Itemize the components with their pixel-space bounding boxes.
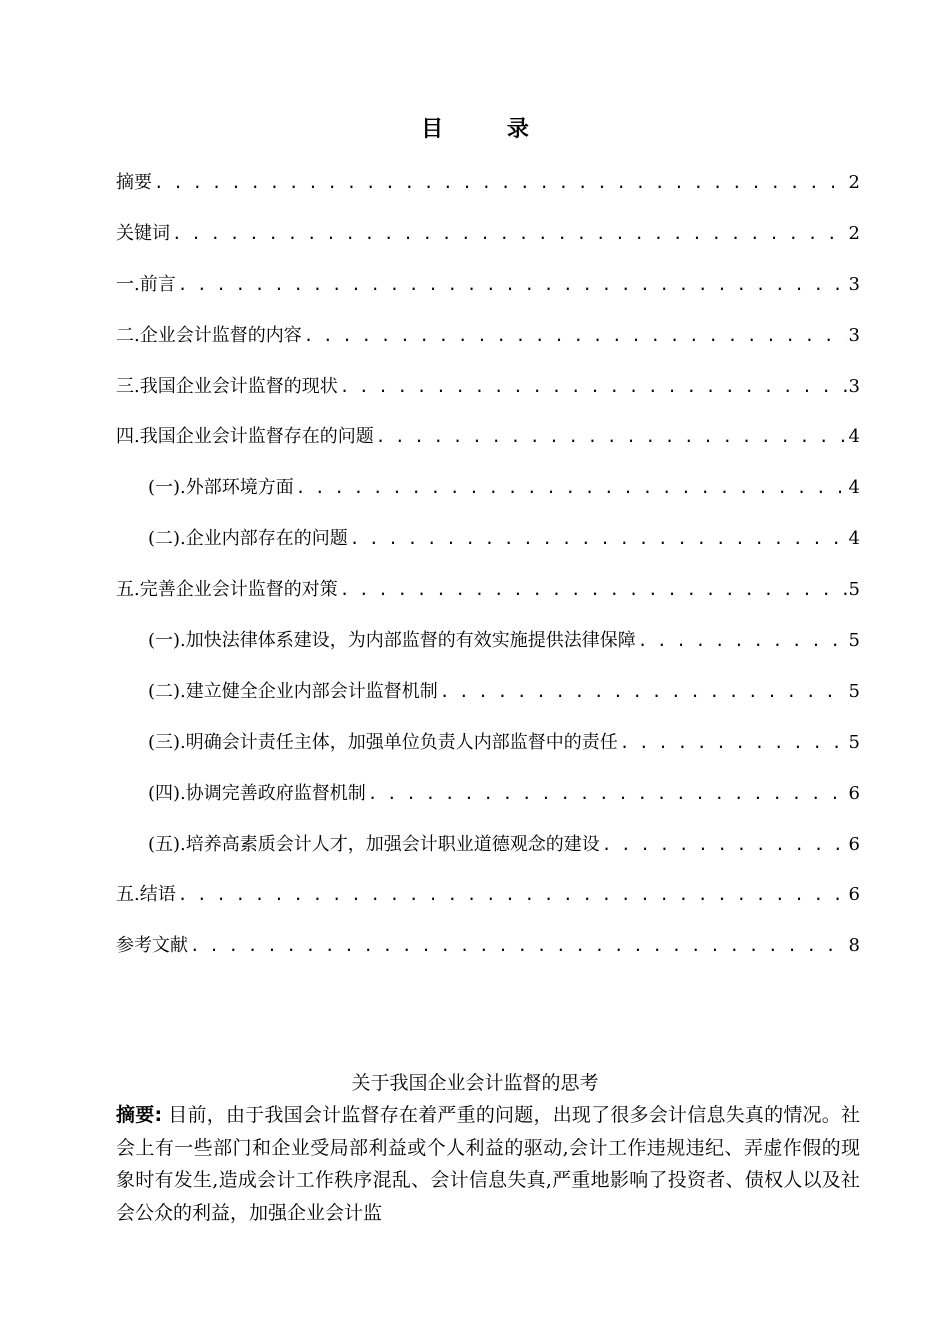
toc-dot-leader — [340, 577, 847, 603]
toc-entry[interactable] — [116, 471, 860, 522]
toc-entry[interactable] — [116, 522, 860, 573]
toc-entry[interactable] — [116, 319, 860, 370]
toc-dot-leader — [368, 781, 847, 807]
toc-dot-leader — [172, 221, 847, 247]
toc-entry[interactable] — [116, 217, 860, 268]
toc-entry-page-number: 2 — [848, 222, 860, 244]
toc-entry-label: 三.我国企业会计监督的现状 — [116, 375, 338, 397]
toc-dot-leader — [602, 832, 847, 858]
toc-entry-label: 五.结语 — [116, 884, 176, 906]
toc-entry[interactable] — [116, 166, 860, 217]
toc-entry[interactable] — [116, 828, 860, 879]
abstract-paragraph — [116, 1099, 860, 1229]
toc-entry-label: (二).企业内部存在的问题 — [148, 528, 348, 550]
toc-entry-label: 二.企业会计监督的内容 — [116, 324, 302, 346]
toc-dot-leader — [440, 679, 847, 705]
toc-entry[interactable] — [116, 929, 860, 980]
toc-entry[interactable] — [116, 878, 860, 929]
toc-entry[interactable] — [116, 370, 860, 421]
toc-entry[interactable] — [116, 268, 860, 319]
toc-entry-page-number: 5 — [848, 680, 860, 702]
toc-dot-leader — [304, 323, 847, 349]
toc-entry-label: 五.完善企业会计监督的对策 — [116, 579, 338, 601]
toc-entry-label: (二).建立健全企业内部会计监督机制 — [148, 680, 438, 702]
toc-entry-page-number: 5 — [848, 630, 860, 652]
toc-dot-leader — [638, 628, 847, 654]
toc-entry-page-number: 3 — [848, 273, 860, 295]
toc-entry-page-number: 6 — [848, 782, 860, 804]
toc-entry[interactable] — [116, 726, 860, 777]
abstract-text: 目前，由于我国会计监督存在着严重的问题，出现了很多会计信息失真的情况。社会上有一些部门和企业受局部利益或个人利益的驱动,会计工作违规违纪、弄虚作假的现象时有发生,造成会计工作秩序混乱、会计信息失真,严重地影响了投资者、债权人以及社会公众的利益，加强企业会计监 — [116, 1104, 860, 1224]
toc-entry[interactable] — [116, 675, 860, 726]
toc-entry-page-number: 2 — [848, 172, 860, 193]
toc-entry-label: 一.前言 — [116, 273, 176, 295]
table-of-contents — [116, 166, 860, 980]
toc-entry-page-number: 3 — [848, 375, 860, 397]
toc-entry-page-number: 5 — [848, 579, 860, 601]
toc-entry-label: 参考文献 — [116, 935, 188, 957]
toc-entry-label: (四).协调完善政府监督机制 — [148, 782, 366, 804]
toc-entry-label: (一).加快法律体系建设，为内部监督的有效实施提供法律保障 — [148, 630, 636, 652]
toc-entry-label: (五).培养高素质会计人才，加强会计职业道德观念的建设 — [148, 833, 600, 855]
toc-entry[interactable] — [116, 420, 860, 471]
toc-entry[interactable] — [116, 573, 860, 624]
article-title: 关于我国企业会计监督的思考 — [351, 1072, 599, 1094]
toc-dot-leader — [376, 424, 847, 450]
toc-entry[interactable] — [116, 777, 860, 828]
toc-entry-page-number: 6 — [848, 884, 860, 906]
abstract-label: 摘要: — [116, 1104, 163, 1126]
toc-entry[interactable] — [116, 624, 860, 675]
toc-title: 目 录 — [421, 117, 557, 142]
toc-entry-label: 关键词 — [116, 222, 170, 244]
toc-dot-leader — [340, 374, 847, 400]
toc-entry-page-number: 3 — [848, 324, 860, 346]
toc-dot-leader — [178, 882, 847, 908]
toc-entry-page-number: 6 — [848, 833, 860, 855]
toc-entry-label: (三).明确会计责任主体，加强单位负责人内部监督中的责任 — [148, 731, 618, 753]
toc-dot-leader — [178, 272, 847, 298]
toc-dot-leader — [154, 170, 847, 196]
toc-entry-page-number: 8 — [848, 935, 860, 957]
toc-entry-page-number: 4 — [848, 477, 860, 499]
toc-dot-leader — [620, 730, 847, 756]
toc-entry-page-number: 5 — [848, 731, 860, 753]
toc-entry-page-number: 4 — [848, 528, 860, 550]
toc-entry-label: (一).外部环境方面 — [148, 477, 294, 499]
toc-entry-label: 四.我国企业会计监督存在的问题 — [116, 426, 374, 448]
toc-entry-label: 摘要 — [116, 172, 152, 193]
toc-dot-leader — [350, 526, 847, 552]
toc-dot-leader — [296, 475, 847, 501]
toc-entry-page-number: 4 — [848, 426, 860, 448]
toc-dot-leader — [190, 933, 847, 959]
